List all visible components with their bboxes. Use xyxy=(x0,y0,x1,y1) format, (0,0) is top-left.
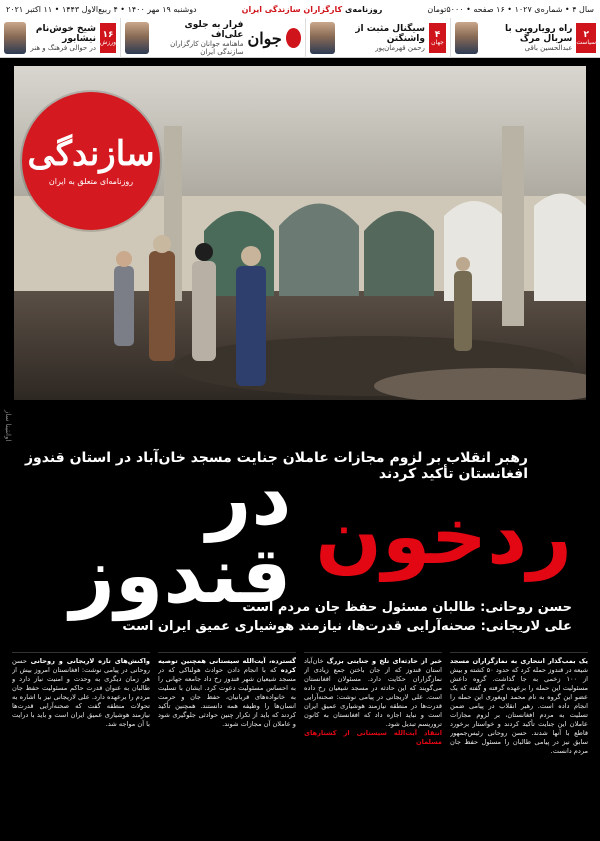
promo-text xyxy=(153,20,243,56)
subheadlines xyxy=(12,600,572,638)
tagline-prefix: روزنامه‌ی xyxy=(342,4,383,14)
promo-item-sport[interactable] xyxy=(0,18,120,58)
badge-section: سیاست xyxy=(576,38,596,46)
masthead-logo xyxy=(22,92,160,230)
column-body: که با انجام دادن حوادث هولناکی که در مسجد شیعیان شهر قندوز رخ داد جامعه جهانی را به احساس مسئولیت دعوت کرد. ایشان با تسلیت به خانواده‌های قربانیان، حفظ جان و حرمت انسان‌ها را وظیفه همه دانستند. همچنین تأکید کردند که باید از تکرار چنین حوادثی جلوگیری شود و عاملان آن مجازات شوند. xyxy=(158,666,296,728)
promo-title: سیگنال مثبت از واشنگتن xyxy=(355,24,425,44)
column-body: حسن روحانی در پیامی نوشت: افغانستان امروز بیش از هر زمان دیگری به وحدت و امنیت نیاز دارد و طالبان به عنوان قدرت حاکم مسئولیت حفظ جان مردم را برعهده دارد. علی لاریجانی نیز با اشاره به تحولات منطقه گفت که صحنه‌آرایی قدرت‌ها نیازمند هوشیاری عمیق ایران است و باید با درایت با آن مواجه شد. xyxy=(12,657,150,728)
promo-author: عبدالحسین باقی xyxy=(524,44,573,52)
logo-slogan: روزنامه‌ای متعلق به ایران xyxy=(48,176,134,186)
page-badge xyxy=(100,23,116,53)
article-column-1 xyxy=(450,652,588,836)
page-badge xyxy=(576,23,596,53)
badge-section: ورزش xyxy=(99,38,116,46)
badge-number: ۴ xyxy=(434,29,441,40)
promo-author: ماهنامه جوانان کارگزاران سازندگی ایران xyxy=(170,40,244,56)
headline-kicker: رهبر انقلاب بر لزوم مجازات عاملان جنایت مسجد خان‌آباد در استان قندوز افغانستان تأکید کردند xyxy=(24,450,528,482)
column-lead: یک بمب‌گذار انتحاری به نماز‌گزاران مسجد xyxy=(450,657,588,665)
article-column-2 xyxy=(304,652,442,836)
paper-tagline xyxy=(242,5,383,14)
promo-text xyxy=(339,24,425,52)
issue-info: سال ۴ • شماره‌ی ۱۰۲۷ • ۱۶ صفحه • ۵۰۰۰تومان xyxy=(427,4,594,14)
article-columns xyxy=(12,652,588,836)
promo-item-world[interactable] xyxy=(305,18,450,58)
subheadline-larijani: علی لاریجانی: صحنه‌آرایی قدرت‌ها، نیازمند هوشیاری عمیق ایران است xyxy=(122,619,572,634)
logo-name: سازندگی xyxy=(27,133,155,174)
column-lead: خبر از حادثه‌ای تلخ و جنایتی بزرگ xyxy=(326,657,442,665)
column-subhead: انتقاد آیت‌الله سیستانی از کشتارهای مسلمان xyxy=(304,729,442,746)
article-column-3 xyxy=(158,652,296,836)
promo-title: فرار به جلوی علی‌اف xyxy=(184,20,244,40)
javan-logo-icon xyxy=(286,28,301,48)
javan-logo-text: جوان xyxy=(247,28,282,48)
subject-photo xyxy=(4,22,26,54)
column-body: شیعه در قندوز حمله کرد که حدود ۵۰ کشته و بیش از ۱۰۰ زخمی به جا گذاشت. گروه داعش مسئولیت این حمله را برعهده گرفته و گفته که یک عضو این گروه به نام محمد اویغوری این حمله را انجام داده است. رهبر انقلاب در پیامی ضمن تسلیت به مردم افغانستان، بر لزوم مجازات عاملان این جنایت تأکید کردند و خواستار برخورد قاطع با آنها شدند. حسن روحانی رئیس‌جمهور سابق نیز در پیامی طالبان را مسئول حفظ جان مردم دانست. xyxy=(450,666,588,755)
subheadline-rouhani: حسن روحانی: طالبان مسئول حفظ جان مردم است xyxy=(242,600,572,615)
column-lead: گسترده، آیت‌الله سیستانی همچنین توصیه کرده xyxy=(158,657,296,674)
tagline-brand: کارگزاران سازندگی ایران xyxy=(241,4,343,14)
issue-date: دوشنبه ۱۹ مهر ۱۴۰۰ • ۴ ربیع‌الاول ۱۴۴۳ • ۱۱ اکتبر ۲۰۲۱ xyxy=(6,4,197,14)
photo-credit: اوانتینا ساز xyxy=(4,410,12,442)
author-photo xyxy=(455,22,478,54)
promo-title: راه رویارویی با سربال مرگ xyxy=(505,24,573,44)
promo-item-politics[interactable] xyxy=(450,18,600,58)
article-column-4 xyxy=(12,652,150,836)
author-photo xyxy=(310,22,335,54)
promo-item-javan[interactable] xyxy=(120,18,305,58)
promo-strip xyxy=(0,18,600,58)
promo-text xyxy=(482,24,572,52)
badge-number: ۱۶ xyxy=(102,29,114,40)
column-lead: واکنش‌های تازه لاریجانی و روحانی xyxy=(30,657,150,665)
subject-photo xyxy=(125,22,149,54)
dateline-bar xyxy=(0,0,600,18)
promo-text xyxy=(30,24,96,52)
badge-number: ۲ xyxy=(583,29,589,40)
promo-author: در حوالی فرهنگ و هنر xyxy=(30,44,96,52)
badge-section: جهان xyxy=(431,38,444,46)
page-badge xyxy=(429,23,446,53)
promo-title: شیخ خوش‌نام نیشابور xyxy=(35,24,96,44)
headline-red-part: ردخون xyxy=(315,492,572,582)
headline-white-part: در قندوز xyxy=(70,453,292,621)
promo-author: رحمن قهرمان‌پور xyxy=(375,44,425,52)
column-body: خان‌آباد استان قندوز که از جان باختن جمع زیادی از نمازگزاران حکایت دارد. مسئولان افغانستان می‌گویند که این حادثه در مسجد شیعیان رخ داده است. علی لاریجانی در پیامی نوشت: صحنه‌آرایی قدرت‌ها در منطقه نیازمند هوشیاری عمیق ایران است و نباید اجازه داد که افغانستان به کانون تروریسم تبدیل شود. xyxy=(304,657,442,728)
